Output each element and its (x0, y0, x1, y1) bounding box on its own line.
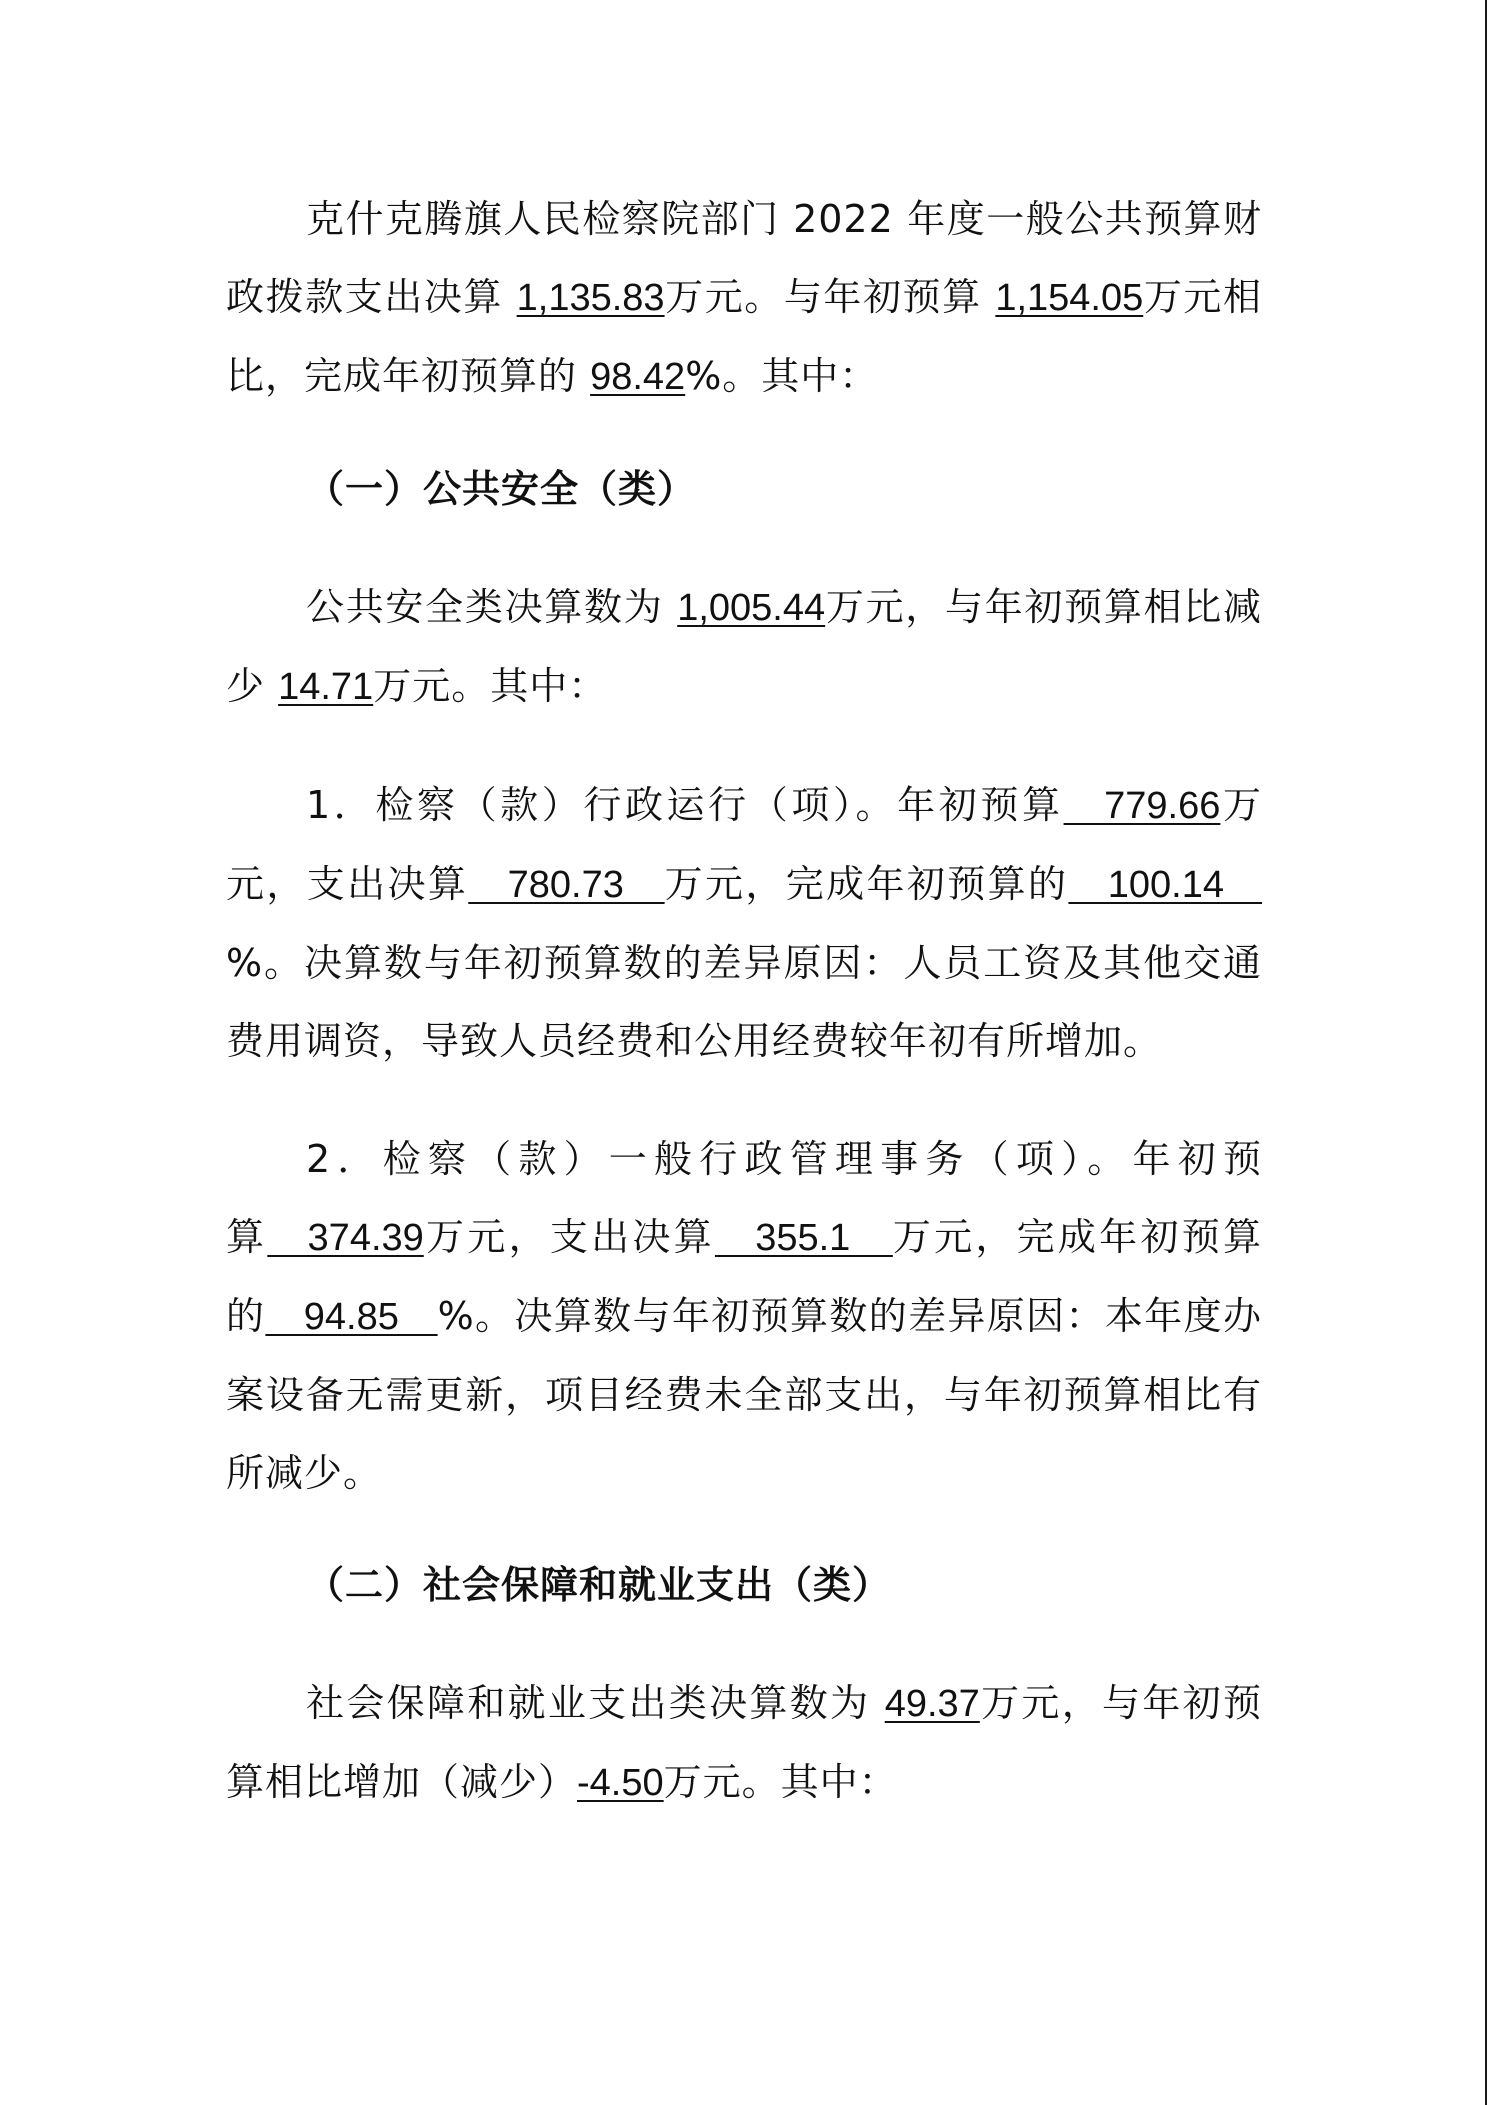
item-administrative-operation (226, 766, 1262, 1080)
intro-text-2: 万元。与年初预算 (664, 275, 996, 319)
item-budget-value: 374.39 (267, 1217, 424, 1259)
section-heading-public-security: （一）公共安全（类） (306, 467, 697, 511)
summary-text-1: 公共安全类决算数为 (306, 585, 678, 629)
item-text-3: 万元，完成年初预算的 (664, 862, 1069, 906)
item-general-administrative-affairs (226, 1120, 1262, 1512)
summary-text-1: 社会保障和就业支出类决算数为 (306, 1681, 885, 1725)
public-security-summary (226, 568, 1262, 726)
item-text-2: 万元，支出决算 (226, 783, 1262, 906)
intro-text-3: 万元相比，完成年初预算的 (226, 275, 1262, 398)
social-security-actual-value: 49.37 (884, 1683, 980, 1725)
summary-text-3: 万元。其中： (373, 664, 608, 708)
item-text-1: 2．检察（款）一般行政管理事务（项）。年初预算 (226, 1137, 1262, 1259)
completion-rate-value: 98.42 (590, 356, 686, 398)
section-heading-social-security: （二）社会保障和就业支出（类） (306, 1563, 892, 1607)
item-text-1: 1．检察（款）行政运行（项）。年初预算 (306, 783, 1064, 827)
summary-text-2: 万元，与年初预算相比增加（减少） (226, 1681, 1262, 1804)
item-text-4: %。决算数与年初预算数的差异原因：本年度办案设备无需更新，项目经费未全部支出，与年初预算相比有所减少。 (226, 1294, 1262, 1495)
public-security-actual-value: 1,005.44 (677, 587, 826, 629)
page-edge-border (1485, 0, 1487, 2105)
item-rate-value: 94.85 (265, 1296, 438, 1338)
intro-paragraph (226, 180, 1262, 416)
summary-text-2: 万元，与年初预算相比减少 (226, 585, 1262, 708)
intro-text-1: 克什克腾旗人民检察院部门 2022 年度一般公共预算财政拨款支出决算 (226, 197, 1262, 319)
item-actual-value: 355.1 (714, 1217, 893, 1259)
item-actual-value: 780.73 (468, 864, 665, 906)
item-rate-value: 100.14 (1068, 864, 1262, 906)
intro-text-4: %。其中： (685, 354, 879, 398)
social-security-change-value: -4.50 (577, 1762, 664, 1804)
public-security-change-value: 14.71 (278, 666, 374, 708)
item-budget-value: 779.66 (1063, 785, 1221, 827)
item-text-3: 万元，完成年初预算的 (226, 1215, 1262, 1338)
item-text-2: 万元，支出决算 (423, 1215, 715, 1259)
total-actual-value: 1,135.83 (516, 277, 665, 319)
document-body (226, 180, 1262, 1822)
social-security-summary (226, 1664, 1262, 1822)
item-text-4: %。决算数与年初预算数的差异原因：人员工资及其他交通费用调资，导致人员经费和公用经费较年初有所增加。 (226, 941, 1262, 1063)
total-budget-value: 1,154.05 (995, 277, 1144, 319)
summary-text-3: 万元。其中： (663, 1760, 898, 1804)
